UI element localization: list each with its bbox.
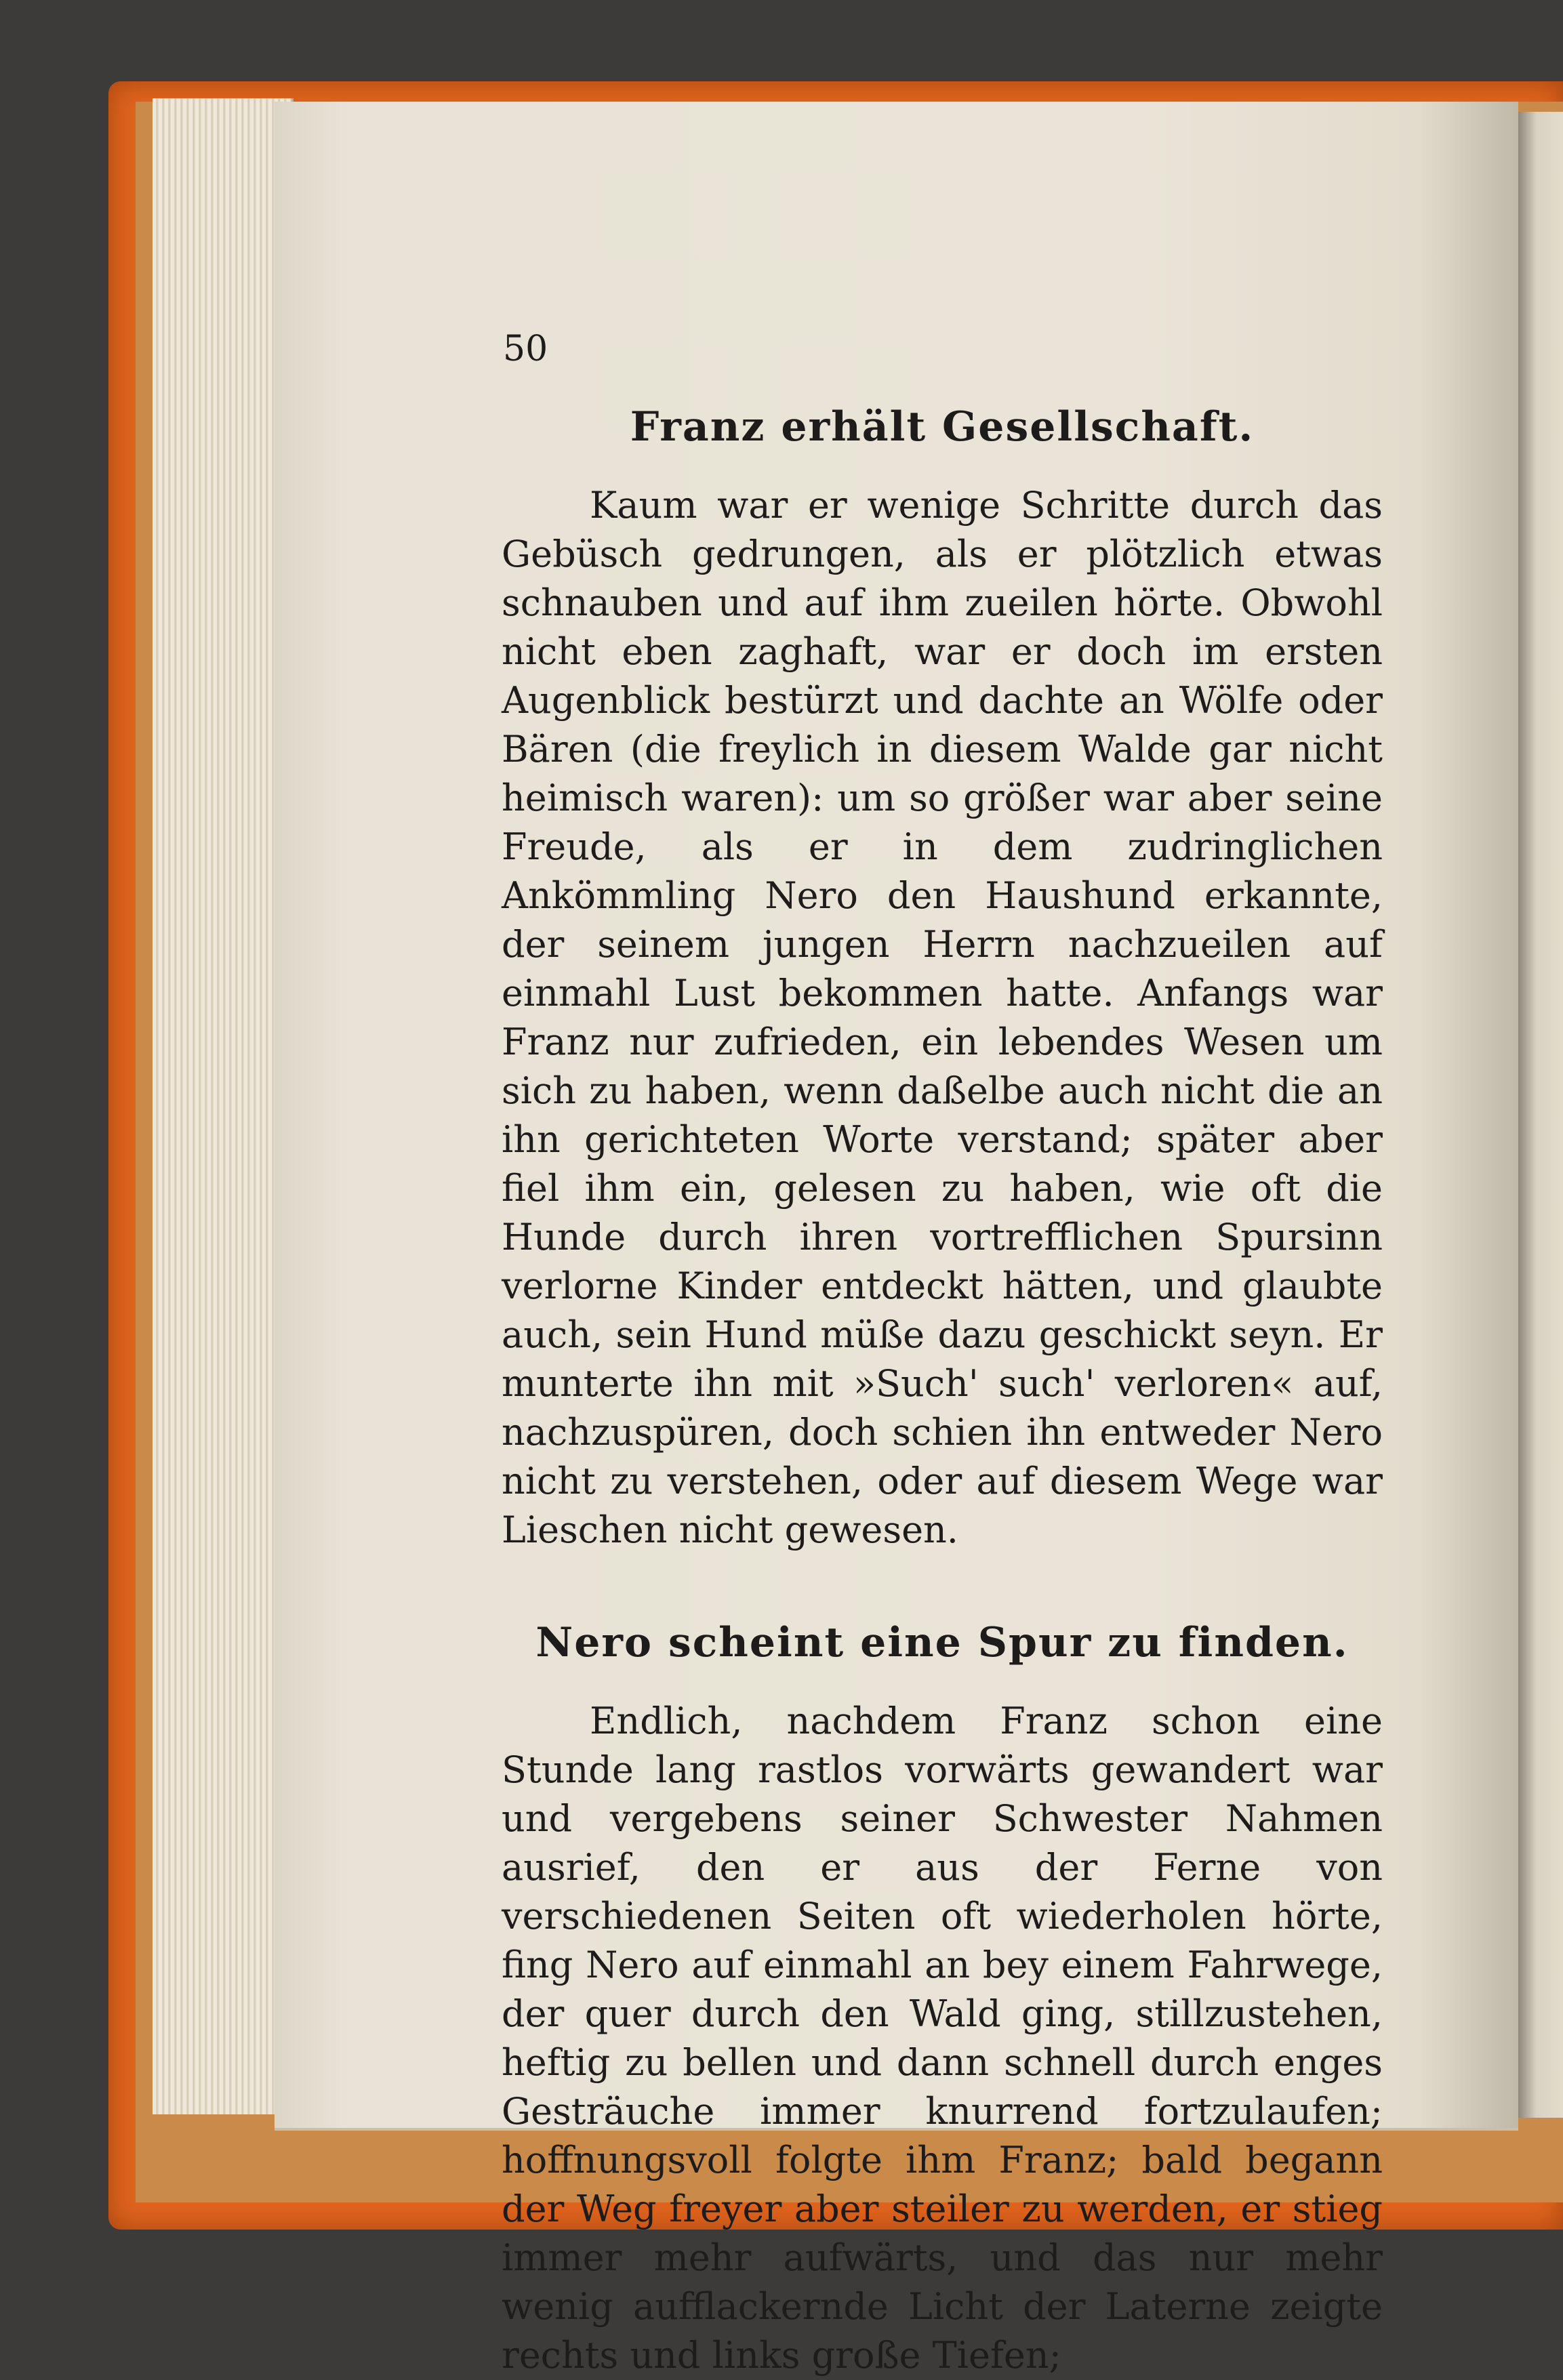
section-heading: Nero scheint eine Spur zu finden. (535, 1619, 1349, 1666)
facing-page-edge (1518, 112, 1563, 2118)
section-paragraph: Endlich, nachdem Franz schon eine Stunde lang rastlos vorwärts gewandert war und vergebens seiner Schwester Nahmen ausrief, den er aus der Ferne von verschiedenen Seiten oft wiederholen hörte, fing Nero auf einmahl an bey einem Fahrwege, der quer durch den Wald ging, stillzustehen, heftig zu bellen und dann schnell durch enges Gesträuche immer knurrend fortzulaufen; hoffnungsvoll folgte ihm Franz; bald begann der Weg freyer aber steiler zu werden, er stieg immer mehr aufwärts, und das nur mehr wenig aufflackernde Licht der Laterne zeigte rechts und links große Tiefen; (502, 1700, 1383, 2377)
page-content (502, 325, 1383, 2380)
page-number: 50 (503, 329, 548, 369)
section-heading: Franz erhält Gesellschaft. (630, 403, 1255, 451)
book-page (275, 102, 1518, 2377)
page-edges (153, 98, 293, 2114)
section-paragraph: Kaum war er wenige Schritte durch das Gebüsch gedrungen, als er plötzlich etwas schnauben und auf ihm zueilen hörte. Obwohl nicht eben zaghaft, war er doch im ersten Augenblick bestürzt und dachte an Wölfe oder Bären (die freylich in diesem Walde gar nicht heimisch waren): um so größer war aber seine Freude, als er in dem zudringlichen Ankömmling Nero den Haushund erkannte, der seinem jungen Herrn nachzueilen auf einmahl Lust bekommen hatte. Anfangs war Franz nur zufrieden, ein lebendes Wesen um sich zu haben, wenn daßelbe auch nicht die an ihn gerichteten Worte verstand; später aber fiel ihm ein, gelesen zu haben, wie oft die Hunde durch ihren vortrefflichen Spursinn verlorne Kinder entdeckt hätten, und glaubte auch, sein Hund müße dazu geschickt seyn. Er munterte ihn mit »Such' such' verloren« auf, nachzuspüren, doch schien ihn entweder Nero nicht zu verstehen, oder auf diesem Wege war Lieschen nicht gewesen. (502, 484, 1383, 1551)
